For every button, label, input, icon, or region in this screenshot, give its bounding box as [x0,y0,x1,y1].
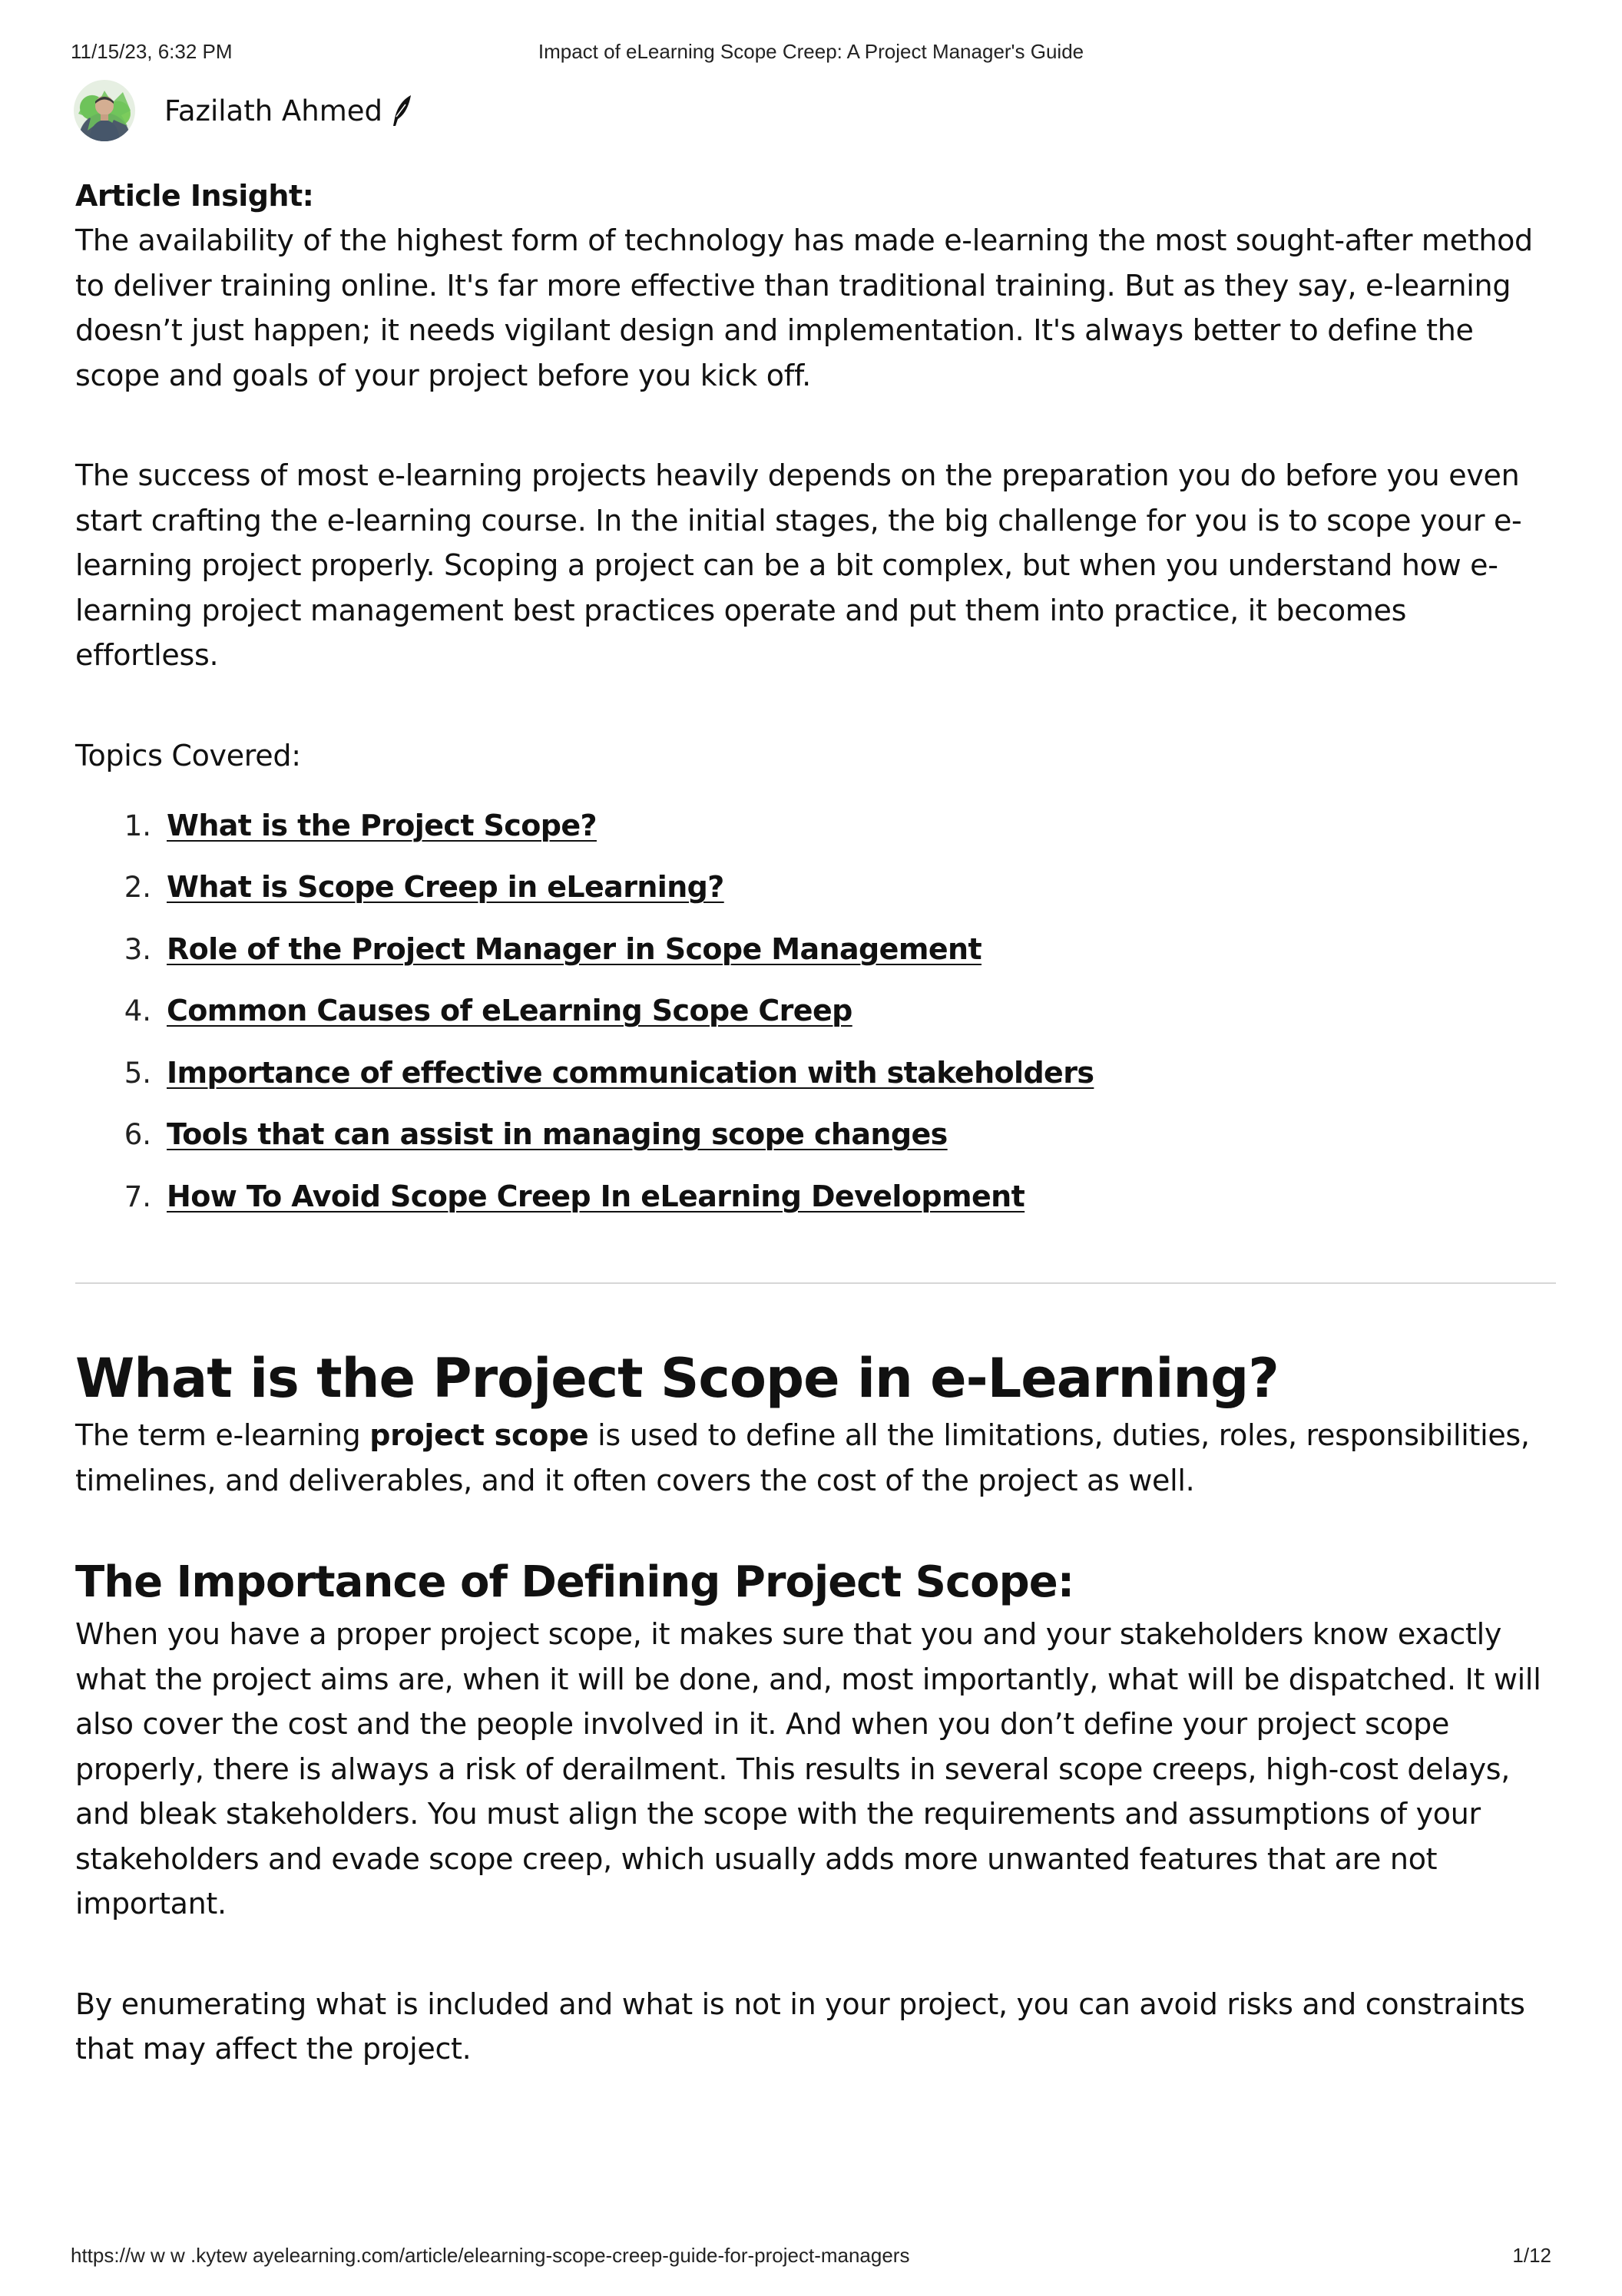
insight-label: Article Insight: [75,179,314,213]
enumerating-paragraph: By enumerating what is included and what is not in your project, you can avoid risks and constraints that may affect the project. [75,1987,1525,2066]
print-datetime: 11/15/23, 6:32 PM [71,40,233,63]
project-scope-text-end: is used to define all the limitations, duties, roles, responsibilities, timelines, and deliverables, and it often covers the cost of the project as well. [75,1418,1530,1497]
insight-text: The availability of the highest form of technology has made e-learning the most sought-after method to deliver training online. It's far more effective than traditional training. But as they say, e-learning doesn’t just happen; it needs vigilant design and implementation. It's always better to define the scope and goals of your project before you kick off. [75,223,1533,392]
topic-link-common-causes[interactable]: Common Causes of eLearning Scope Creep [167,994,852,1027]
topics-list [75,809,1557,1242]
topic-link-project-manager-role[interactable]: Role of the Project Manager in Scope Management [167,931,982,966]
topic-link-tools[interactable]: Tools that can assist in managing scope changes [167,1117,948,1151]
project-scope-text-start: The term e-learning [75,1418,370,1452]
topic-number: 6. [124,1118,151,1151]
page-number: 1/12 [1512,2244,1551,2267]
print-footer [71,2244,1551,2271]
topic-item [75,932,1557,994]
author-name[interactable]: Fazilath Ahmed [164,94,382,127]
intro-paragraph: The success of most e-learning projects heavily depends on the preparation you do before you even start crafting the e-learning course. In the initial stages, the big challenge for you is to scope your e-learning project properly. Scoping a project can be a bit complex, but when you understand how e-learning project management best practices operate and put them into practice, it becomes effortless. [75,458,1522,672]
topics-label: Topics Covered: [75,738,301,773]
topic-number: 1. [124,809,151,842]
topic-link-scope-creep[interactable]: What is Scope Creep in eLearning? [167,870,724,904]
article-body [75,174,1557,2072]
project-scope-paragraph [75,1413,1557,1503]
topic-number: 4. [124,994,151,1027]
topic-link-communication[interactable]: Importance of effective communication with stakeholders [167,1055,1094,1090]
topic-item [75,994,1557,1056]
section-divider [75,1282,1556,1284]
author-byline [74,80,413,141]
quill-icon [390,94,413,127]
section-heading-importance: The Importance of Defining Project Scope: [75,1557,1074,1607]
project-scope-term: project scope [369,1418,589,1452]
topic-number: 7. [124,1179,151,1213]
print-header [71,40,1551,71]
topic-item [75,1117,1557,1179]
topic-item [75,1179,1557,1242]
topic-number: 2. [124,871,151,904]
section-heading-project-scope: What is the Project Scope in e-Learning? [75,1347,1279,1410]
topic-link-project-scope[interactable]: What is the Project Scope? [167,808,597,842]
topic-item [75,870,1557,932]
author-photo-icon [74,80,135,141]
author-avatar[interactable] [74,80,135,141]
importance-paragraph: When you have a proper project scope, it makes sure that you and your stakeholders know exactly what the project aims are, when it will be done, and, most importantly, what will be dispatched. It will also cover the cost and the people involved in it. And when you don’t define your project scope properly, there is always a risk of derailment. This results in several scope creeps, high-cost delays, and bleak stakeholders. You must align the scope with the requirements and assumptions of your stakeholders and evade scope creep, which usually adds more unwanted features that are not important. [75,1617,1541,1921]
print-url: https://w w w .kytew ayelearning.com/article/elearning-scope-creep-guide-for-project-managers [71,2244,910,2267]
topic-number: 5. [124,1056,151,1090]
topic-item [75,809,1557,871]
topic-item [75,1056,1557,1118]
topic-number: 3. [124,932,151,966]
print-title: Impact of eLearning Scope Creep: A Project Manager's Guide [538,40,1084,63]
topic-link-avoid-scope-creep[interactable]: How To Avoid Scope Creep In eLearning Development [167,1179,1025,1213]
